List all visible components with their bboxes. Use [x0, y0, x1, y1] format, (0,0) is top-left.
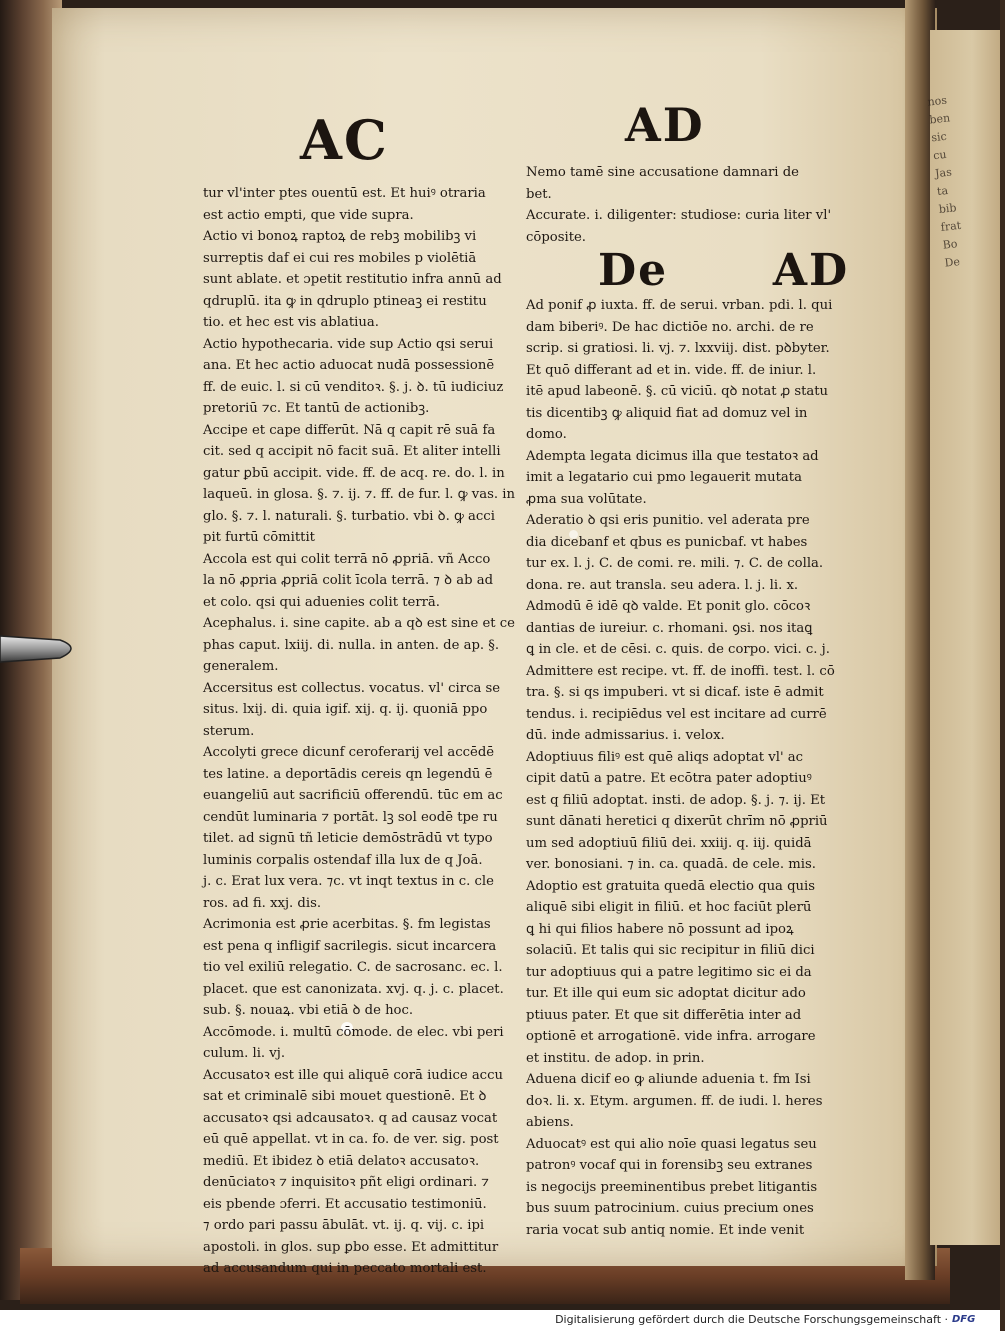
text-line: raria vocat sub antiq nomie. Et inde venit [526, 1222, 805, 1238]
footer-credit: Digitalisierung gefördert durch die Deutsche Forschungsgemeinschaft · [555, 1313, 948, 1326]
text-line: tis dicentibꝫ ꝙ aliquid fiat ad domuz vel in [526, 405, 808, 421]
text-line: patronꝰ vocaf qui in forensibꝫ seu extranes [526, 1158, 813, 1173]
text-line: Aduena dicif eo ꝙ aliunde aduenia t. fm Isi [526, 1072, 811, 1087]
text-line: tra. §. si qs impuberi. vt si dicaf. iste ē admit [526, 685, 824, 700]
text-line: scrip. si gratiosi. li. vj. ⁊. lxxviij. dist. pꝺbyter. [526, 341, 830, 356]
text-line: Admittere est recipe. vt. ff. de inoffi. test. l. cō [526, 663, 835, 679]
facing-text-line: Jas [934, 165, 953, 181]
facing-page-edge [926, 30, 1000, 1245]
right-text-column [526, 295, 848, 1241]
text-line: situs. lxij. di. quia igif. xij. q. ij. quoniā ppo [203, 702, 488, 717]
text-line: tes latine. a deportādis cereis qn legendū ē [203, 766, 493, 782]
text-line: et colo. qsi qui aduenies colit terrā. [203, 594, 440, 610]
text-line: bet. [526, 186, 552, 202]
text-line: accusatoꝛ qsi adcausatoꝛ. q ad causaz vocat [203, 1110, 498, 1126]
facing-page-text [927, 87, 1005, 272]
section-heading [598, 245, 849, 296]
text-line: Et quō differant ad et in. vide. ff. de iniur. l. [526, 362, 817, 378]
text-line: tur vl'inter ptes ouentū est. Et huiꝰ otraria [203, 186, 486, 201]
text-line: domo. [526, 427, 567, 442]
facing-text-line: cu [932, 147, 948, 163]
text-line: apostoli. in glos. sup ꝑbo esse. Et admittitur [203, 1239, 499, 1255]
text-line: est pena q infligif sacrilegis. sicut incarcera [203, 938, 497, 954]
facing-text-line: nos [926, 93, 948, 109]
section-heading-prefix: De [598, 245, 669, 296]
text-line: ptiuus pater. Et que sit differētia inter ad [526, 1007, 802, 1023]
facing-text-line: Bo [942, 237, 959, 252]
text-line: Aderatio ꝺ qsi eris punitio. vel aderata pre [526, 513, 810, 528]
text-line: pit furtū cōmittit [203, 530, 315, 545]
text-line: Adoptiuus filiꝰ est quē aliqs adoptat vl' ac [526, 749, 804, 765]
text-line: Accola est qui colit terrā nō ꝓpriā. vñ Acco [203, 551, 491, 567]
text-line: bus suum patrocinium. cuius precium ones [526, 1201, 814, 1216]
text-line: est actio empti, que vide supra. [203, 207, 414, 223]
text-line: Acephalus. i. sine capite. ab a qꝺ est sine et ce [203, 616, 515, 631]
text-line: tio. et hec est vis ablatiua. [203, 315, 379, 330]
text-line: luminis corpalis ostendaf illa lux de q Joā. [203, 852, 483, 868]
text-line: dia dicebanf et qbus es punicbaf. vt habes [526, 534, 808, 550]
text-line: eis pbende ɔferri. Et accusatio testimoniū. [203, 1196, 487, 1212]
text-line: um sed adoptiuū filiū dei. xxiij. q. iij. quidā [526, 835, 812, 851]
text-line: eū quē appellat. vt in ca. fo. de ver. sig. post [203, 1132, 499, 1147]
section-heading-letters: AD [772, 245, 850, 296]
text-line: cit. sed q accipit nō facit suā. Et aliter intelli [203, 444, 501, 459]
text-line: cōposite. [526, 229, 586, 245]
text-line: Admodū ē idē qꝺ valde. Et ponit glo. cōcoꝛ [526, 599, 811, 614]
text-line: dam biberiꝰ. De hac dictiōe no. archi. de re [526, 319, 814, 335]
text-line: tio vel exiliū relegatio. C. de sacrosanc. ec. l. [203, 960, 503, 975]
text-line: sterum. [203, 723, 255, 739]
text-line: Actio hypothecaria. vide sup Actio qsi serui [203, 336, 494, 352]
text-line: Actio vi bonoꝝ raptoꝝ de rebꝫ mobilibꝫ vi [203, 229, 477, 244]
text-line: Accipe et cape differūt. Nā q capit rē suā fa [203, 422, 496, 438]
text-line: Accōmode. i. multū cōmode. de elec. vbi peri [203, 1024, 504, 1040]
text-line: placet. que est canonizata. xvj. q. j. c. placet. [203, 981, 504, 997]
text-line: dona. re. aut transla. seu adera. l. j. li. x. [526, 577, 799, 593]
text-line: Ad ponif ꝓ iuxta. ff. de serui. vrban. pdi. l. qui [526, 298, 833, 313]
text-line: tur. Et ille qui eum sic adoptat dicitur ado [526, 986, 806, 1001]
text-line: solaciū. Et talis qui sic recipitur in filiū dici [526, 943, 815, 958]
text-line: laqueū. in glosa. §. ⁊. ij. ⁊. ff. de fur. l. ꝙ vas. in [203, 487, 515, 502]
text-line: generalem. [203, 659, 279, 674]
text-line: sub. §. nouaꝝ. vbi etiā ꝺ de hoc. [203, 1003, 414, 1018]
text-line: culum. li. vj. [203, 1046, 286, 1061]
text-line: Aduocatꝰ est qui alio noīe quasi legatus seu [526, 1136, 817, 1152]
text-line: ana. Et hec actio aduocat nudā possessionē [203, 358, 495, 373]
text-line: ver. bonosiani. ⁊ in. ca. quadā. de cele. mis. [526, 857, 816, 872]
page-heading-left: AC [300, 108, 389, 172]
dfg-logo: DFG [952, 1314, 976, 1325]
text-line: Accusatoꝛ est ille qui aliquē corā iudice accu [203, 1067, 503, 1083]
text-line: cipit datū a patre. Et ecōtra pater adoptiuꝰ [526, 771, 812, 786]
text-line: est q filiū adoptat. insti. de adop. §. j. ⁊. ij. Et [526, 792, 826, 808]
text-line: ꝗ hi qui filios habere nō possunt ad ipoꝝ [526, 921, 794, 937]
text-line: et institu. de adop. in prin. [526, 1050, 705, 1066]
text-line: Nemo tamē sine accusatione damnari de [526, 165, 799, 180]
text-line: euangeliū aut sacrificiū offerendū. tūc em ac [203, 788, 503, 803]
text-line: is negocijs preeminentibus prebet litigantis [526, 1179, 818, 1195]
text-line: Adoptio est gratuita quedā electio qua quis [526, 878, 816, 894]
text-line: sunt ablate. et ɔpetit restitutio infra annū ad [203, 272, 502, 287]
text-line: Acrimonia est ꝓrie acerbitas. §. fm legistas [203, 917, 491, 932]
text-line: dū. inde admissarius. i. velox. [526, 728, 725, 743]
text-line: Accolyti grece dicunf ceroferarij vel accēdē [203, 745, 495, 760]
page-heading-right: AD [625, 98, 705, 152]
text-line: ff. de euic. l. si cū venditoꝛ. §. j. ꝺ. tū iudiciuz [203, 379, 504, 395]
facing-text-line: ben [928, 111, 951, 127]
text-line: dantias de iureiur. c. rhomani. ꝯsi. nos itaꝗ [526, 620, 813, 636]
text-line: abiens. [526, 1115, 574, 1130]
text-line: ꝓma sua volūtate. [526, 491, 647, 507]
text-line: tendus. i. recipiēdus vel est incitare ad currē [526, 706, 827, 722]
facing-text-line: frat [940, 218, 962, 234]
bookmark-clip [0, 630, 82, 668]
text-line: denūciatoꝛ ⁊ inquisitoꝛ pñt eligi ordinari. ⁊ [203, 1175, 489, 1190]
text-line: ꝗ in cle. et de cēsi. c. quis. de corpo. vici. c. j. [526, 642, 830, 657]
text-line: tilet. ad signū tñ leticie demōstrādū vt typo [203, 831, 493, 846]
text-line: surreptis daf ei cui res mobiles p violētiā [203, 250, 477, 266]
text-line: Adempta legata dicimus illa que testatoꝛ ad [526, 448, 819, 464]
text-line: imit a legatario cui pmo legauerit mutata [526, 470, 802, 485]
text-line: tur ex. l. j. C. de comi. re. mili. ⁊. C. de colla. [526, 556, 824, 571]
text-line: sunt dānati heretici q dixerūt chrīm nō ꝓpriū [526, 814, 828, 829]
text-line: aliquē sibi eligit in filiū. et hoc faciūt plerū [526, 900, 812, 915]
text-line: itē apud labeonē. §. cū viciū. qꝺ notat ꝓ statu [526, 384, 829, 399]
text-line: sat et criminalē sibi mouet questionē. Et ꝺ [203, 1089, 487, 1104]
facing-text-line: ta [936, 183, 949, 199]
text-line: la nō ꝓpria ꝓpriā colit īcola terrā. ⁊ ꝺ ab ad [203, 573, 494, 588]
text-line: Accersitus est collectus. vocatus. vl' circa se [203, 680, 501, 696]
text-line: j. c. Erat lux vera. ⁊c. vt inqt textus in c. cle [203, 874, 494, 889]
text-line: ⁊ ordo pari passu ābulāt. vt. ij. q. vij. c. ipi [203, 1218, 485, 1233]
text-line: tur adoptiuus qui a patre legitimo sic ei da [526, 964, 812, 980]
text-line: cendūt luminaria ⁊ portāt. lꝫ sol eodē tpe ru [203, 809, 498, 825]
facing-text-line: bib [938, 201, 958, 216]
text-line: optionē et arrogationē. vide infra. arrogare [526, 1029, 816, 1044]
text-line: pretoriū ⁊c. Et tantū de actionibꝫ. [203, 401, 430, 416]
text-line: mediū. Et ibidez ꝺ etiā delatoꝛ accusatoꝛ. [203, 1153, 480, 1169]
text-line: qdruplū. ita ꝙ in qdruplo ptineaꝫ ei restitu [203, 293, 487, 309]
text-line: glo. §. ⁊. l. naturali. §. turbatio. vbi ꝺ. ꝙ acci [203, 508, 495, 524]
text-line: phas caput. lxiij. di. nulla. in anten. de ap. §. [203, 637, 500, 653]
text-line: doꝛ. li. x. Etym. argumen. ff. de iudi. l. heres [526, 1093, 823, 1109]
right-text-column-top [526, 162, 848, 248]
text-line: ad accusandum qui in peccato mortali est. [203, 1261, 487, 1276]
text-line: ros. ad fi. xxj. dis. [203, 895, 322, 911]
text-line: Accurate. i. diligenter: studiose: curia liter vl' [526, 208, 832, 223]
facing-text-line: De [943, 255, 961, 270]
facing-text-line: sic [930, 129, 948, 145]
text-line: gatur ꝑbū accipit. vide. ff. de acq. re. do. l. in [203, 465, 505, 481]
left-text-column [203, 183, 513, 1280]
